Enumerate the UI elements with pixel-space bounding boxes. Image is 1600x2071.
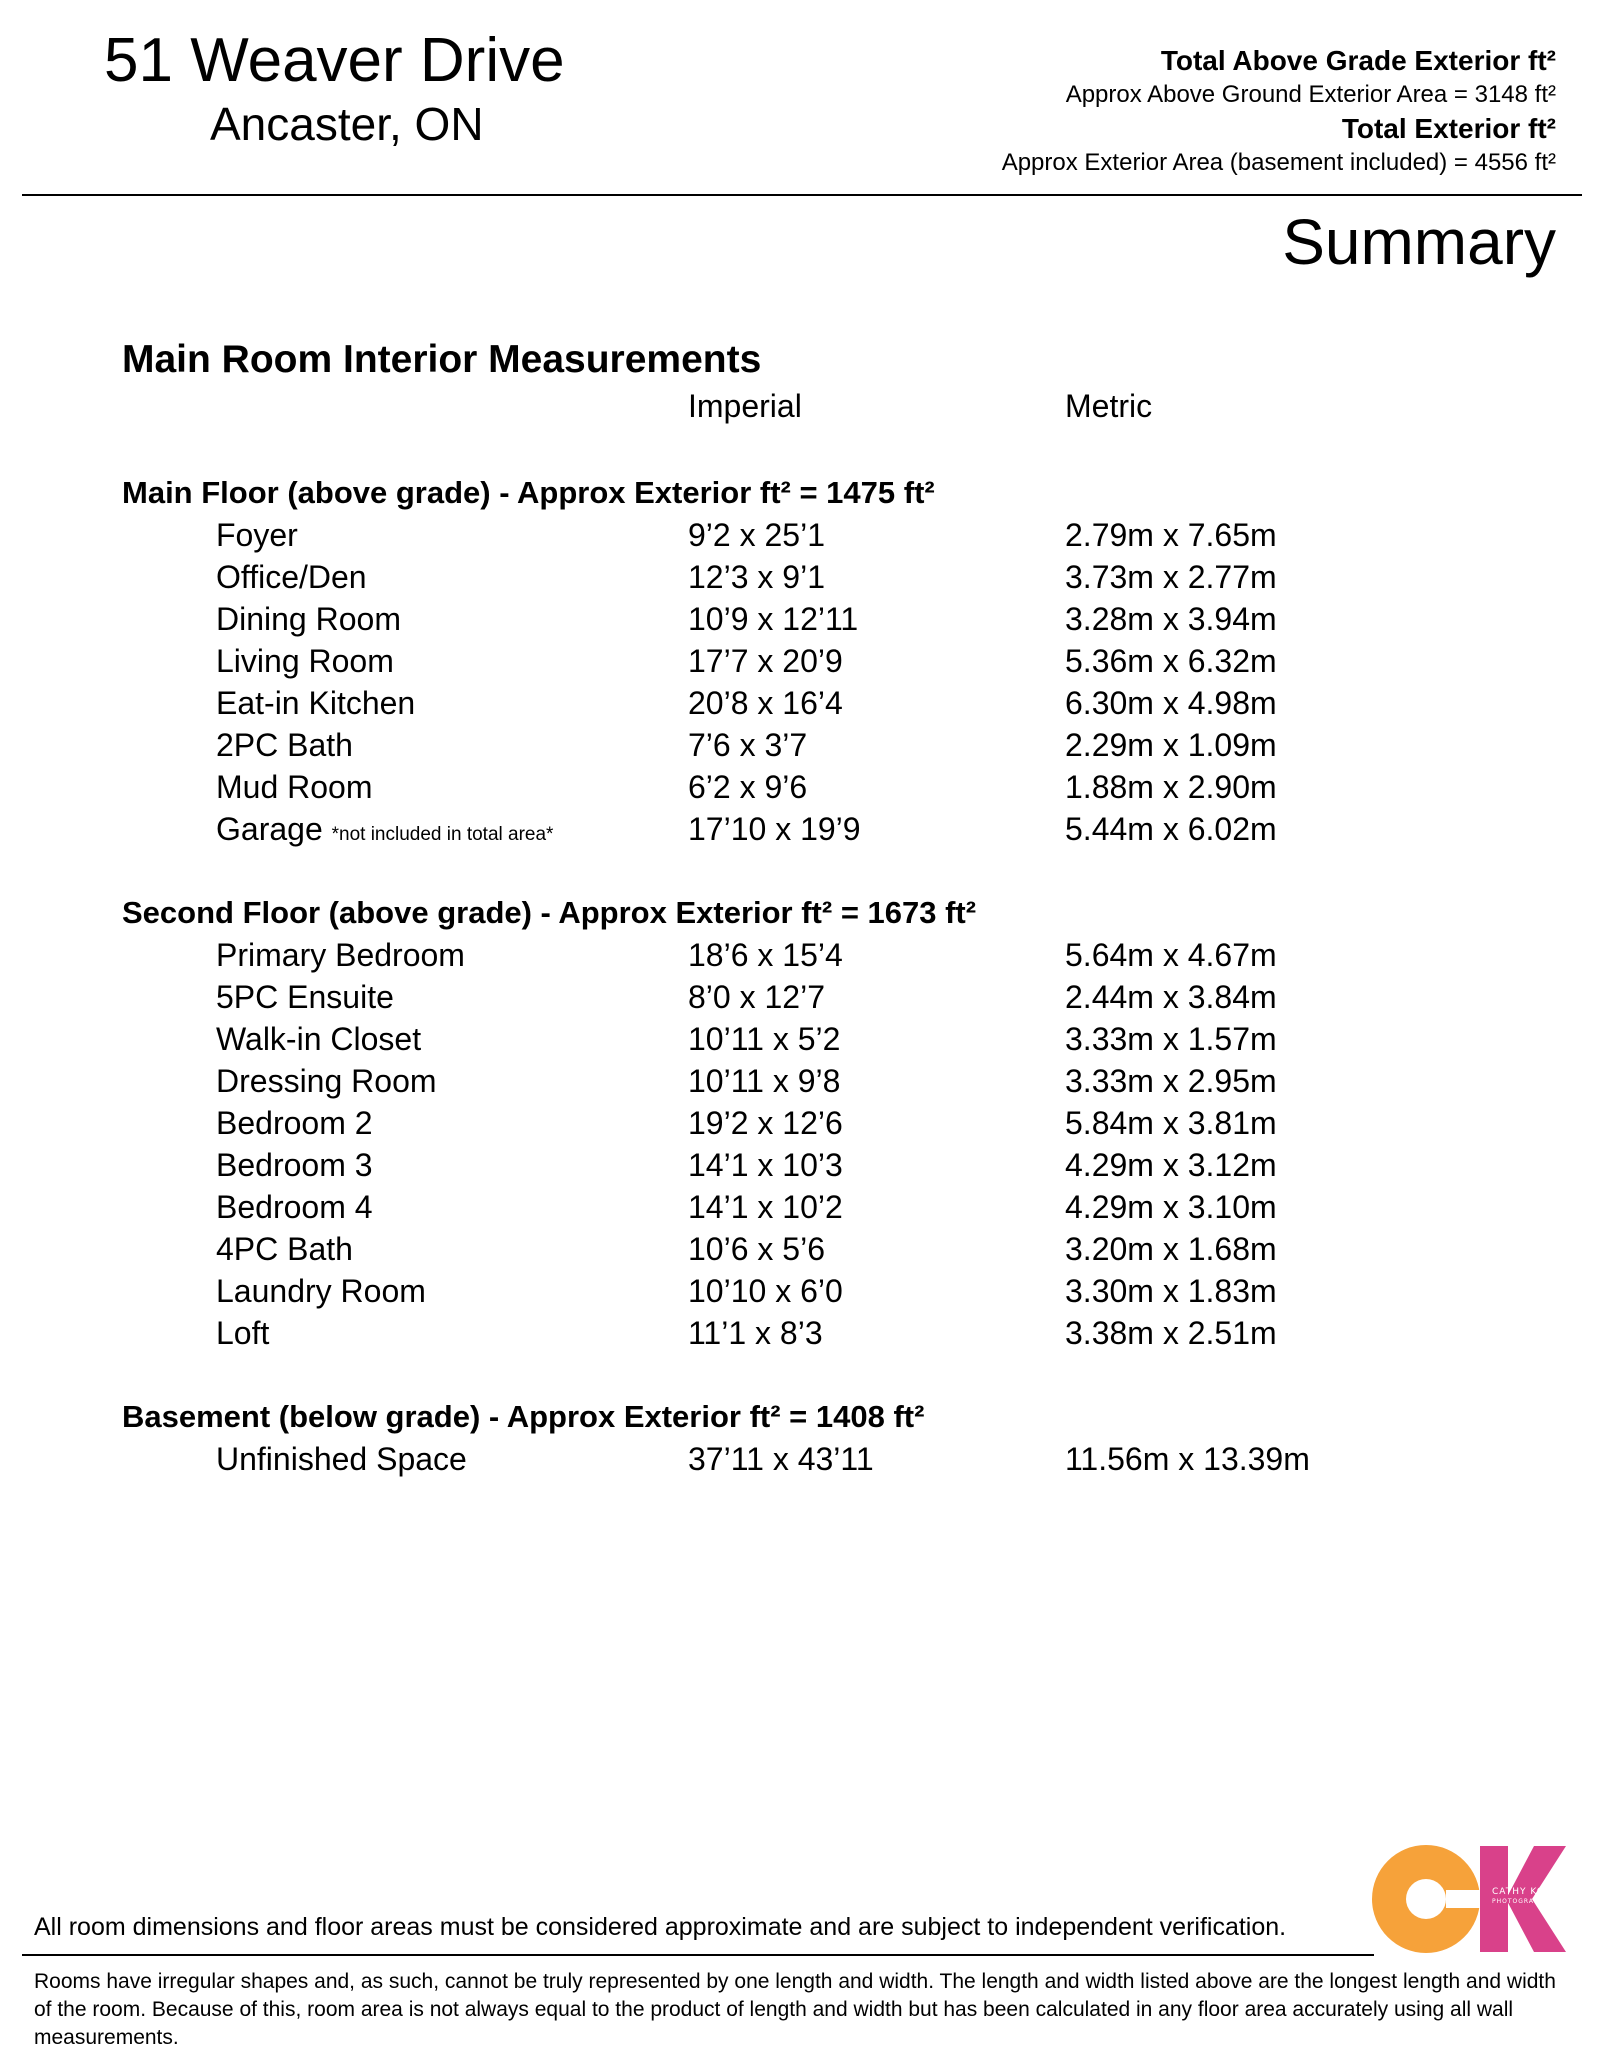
room-name: Foyer: [216, 517, 298, 553]
room-imperial: 10’11 x 5’2: [688, 1021, 841, 1057]
room-metric: 5.84m x 3.81m: [1065, 1105, 1277, 1141]
room-metric: 2.29m x 1.09m: [1065, 727, 1277, 763]
room-imperial: 14’1 x 10’3: [688, 1147, 843, 1183]
room-row: [0, 1102, 1600, 1144]
room-row: [0, 1144, 1600, 1186]
room-row: [0, 724, 1600, 766]
room-imperial: 17’7 x 20’9: [688, 643, 843, 679]
room-metric: 3.33m x 1.57m: [1065, 1021, 1277, 1057]
room-metric: 3.20m x 1.68m: [1065, 1231, 1277, 1267]
room-imperial: 10’6 x 5’6: [688, 1231, 825, 1267]
room-row: [0, 766, 1600, 808]
page-title: Summary: [1282, 206, 1556, 278]
room-name: Dressing Room: [216, 1063, 437, 1099]
room-name: Dining Room: [216, 601, 401, 637]
cathy-koop-logo: [1372, 1844, 1568, 1954]
room-name: 4PC Bath: [216, 1231, 353, 1267]
column-header-imperial: Imperial: [688, 388, 802, 424]
room-name: Laundry Room: [216, 1273, 426, 1309]
room-imperial: 37’11 x 43’11: [688, 1441, 874, 1477]
room-row: [0, 556, 1600, 598]
room-imperial: 20’8 x 16’4: [688, 685, 843, 721]
room-name: Bedroom 2: [216, 1105, 373, 1141]
room-imperial: 10’9 x 12’11: [688, 601, 859, 637]
room-name: Loft: [216, 1315, 270, 1351]
room-metric: 2.79m x 7.65m: [1065, 517, 1277, 553]
total-exterior-text: Approx Exterior Area (basement included) = 4556 ft²: [1001, 149, 1556, 176]
room-metric: 5.36m x 6.32m: [1065, 643, 1277, 679]
room-name: Primary Bedroom: [216, 937, 465, 973]
room-name: Garage: [216, 811, 323, 847]
room-row: [0, 1438, 1600, 1480]
room-name: 5PC Ensuite: [216, 979, 394, 1015]
room-name: Eat-in Kitchen: [216, 685, 416, 721]
total-above-grade-text: Approx Above Ground Exterior Area = 3148 ft²: [1065, 81, 1556, 108]
second-floor-rooms: [0, 934, 1600, 1354]
room-imperial: 14’1 x 10’2: [688, 1189, 843, 1225]
room-metric: 4.29m x 3.10m: [1065, 1189, 1277, 1225]
column-header-metric: Metric: [1065, 388, 1153, 424]
total-exterior-title: Total Exterior ft²: [1341, 113, 1556, 144]
room-metric: 6.30m x 4.98m: [1065, 685, 1277, 721]
room-row: [0, 1060, 1600, 1102]
room-imperial: 6’2 x 9’6: [688, 769, 808, 805]
header-divider: [22, 194, 1582, 196]
room-imperial: 11’1 x 8’3: [688, 1315, 823, 1351]
room-metric: 2.44m x 3.84m: [1065, 979, 1277, 1015]
room-imperial: 7’6 x 3’7: [688, 727, 808, 763]
room-metric: 3.28m x 3.94m: [1065, 601, 1277, 637]
room-row: [0, 1312, 1600, 1354]
property-street: 51 Weaver Drive: [104, 26, 565, 95]
room-row: [0, 1270, 1600, 1312]
room-imperial: 17’10 x 19’9: [688, 811, 861, 847]
room-name: Mud Room: [216, 769, 373, 805]
room-metric: 1.88m x 2.90m: [1065, 769, 1277, 805]
logo-ok-mark: [1372, 1844, 1568, 1954]
room-imperial: 10’11 x 9’8: [688, 1063, 841, 1099]
room-metric: 3.30m x 1.83m: [1065, 1273, 1277, 1309]
room-imperial: 8’0 x 12’7: [688, 979, 825, 1015]
room-metric: 11.56m x 13.39m: [1065, 1441, 1310, 1477]
room-name: Bedroom 4: [216, 1189, 373, 1225]
room-row: [0, 682, 1600, 724]
footer-divider: [22, 1954, 1374, 1956]
measurements-heading: Main Room Interior Measurements: [122, 338, 762, 381]
room-row: [0, 598, 1600, 640]
main-floor-title: Main Floor (above grade) - Approx Exterior ft² = 1475 ft²: [122, 475, 935, 510]
room-name: Unfinished Space: [216, 1441, 467, 1477]
second-floor-title: Second Floor (above grade) - Approx Exterior ft² = 1673 ft²: [122, 895, 977, 930]
room-row: [0, 976, 1600, 1018]
basement-rooms: [0, 1438, 1600, 1480]
room-row: [0, 640, 1600, 682]
room-name: Walk-in Closet: [216, 1021, 422, 1057]
room-imperial: 10’10 x 6’0: [688, 1273, 843, 1309]
property-city: Ancaster, ON: [210, 98, 484, 150]
garage-note: *not included in total area*: [331, 824, 554, 845]
basement-title: Basement (below grade) - Approx Exterior ft² = 1408 ft²: [122, 1399, 925, 1434]
room-imperial: 18’6 x 15’4: [688, 937, 843, 973]
disclaimer: All room dimensions and floor areas must be considered approximate and are subject to independent verification.: [34, 1913, 1287, 1941]
room-name-with-note: [216, 808, 553, 856]
room-imperial: 12’3 x 9’1: [688, 559, 825, 595]
room-metric: 4.29m x 3.12m: [1065, 1147, 1277, 1183]
room-row: [0, 514, 1600, 556]
room-metric: 3.33m x 2.95m: [1065, 1063, 1277, 1099]
room-row: [0, 808, 1600, 850]
room-name: Living Room: [216, 643, 394, 679]
fineprint: Rooms have irregular shapes and, as such, cannot be truly represented by one length and width. The length and width listed above are the longest length and width of the room. Because of this, room area is not always equal to the product of length and width but has been calculated in any floor area accurately using all wall measurements.: [34, 1970, 1556, 2049]
room-row: [0, 1228, 1600, 1270]
room-metric: 5.64m x 4.67m: [1065, 937, 1277, 973]
room-row: [0, 1186, 1600, 1228]
room-name: Office/Den: [216, 559, 367, 595]
room-metric: 5.44m x 6.02m: [1065, 811, 1277, 847]
room-metric: 3.73m x 2.77m: [1065, 559, 1277, 595]
room-name: 2PC Bath: [216, 727, 353, 763]
room-imperial: 19’2 x 12’6: [688, 1105, 843, 1141]
room-row: [0, 934, 1600, 976]
main-floor-rooms: [0, 514, 1600, 850]
logo-text-line1: CATHY KOOP: [1492, 1887, 1560, 1897]
room-imperial: 9’2 x 25’1: [688, 517, 825, 553]
total-above-grade-title: Total Above Grade Exterior ft²: [1160, 45, 1556, 76]
room-name: Bedroom 3: [216, 1147, 373, 1183]
room-metric: 3.38m x 2.51m: [1065, 1315, 1277, 1351]
area-totals: [1002, 44, 1556, 180]
room-row: [0, 1018, 1600, 1060]
logo-text-line2: PHOTOGRAPHY: [1492, 1898, 1549, 1905]
